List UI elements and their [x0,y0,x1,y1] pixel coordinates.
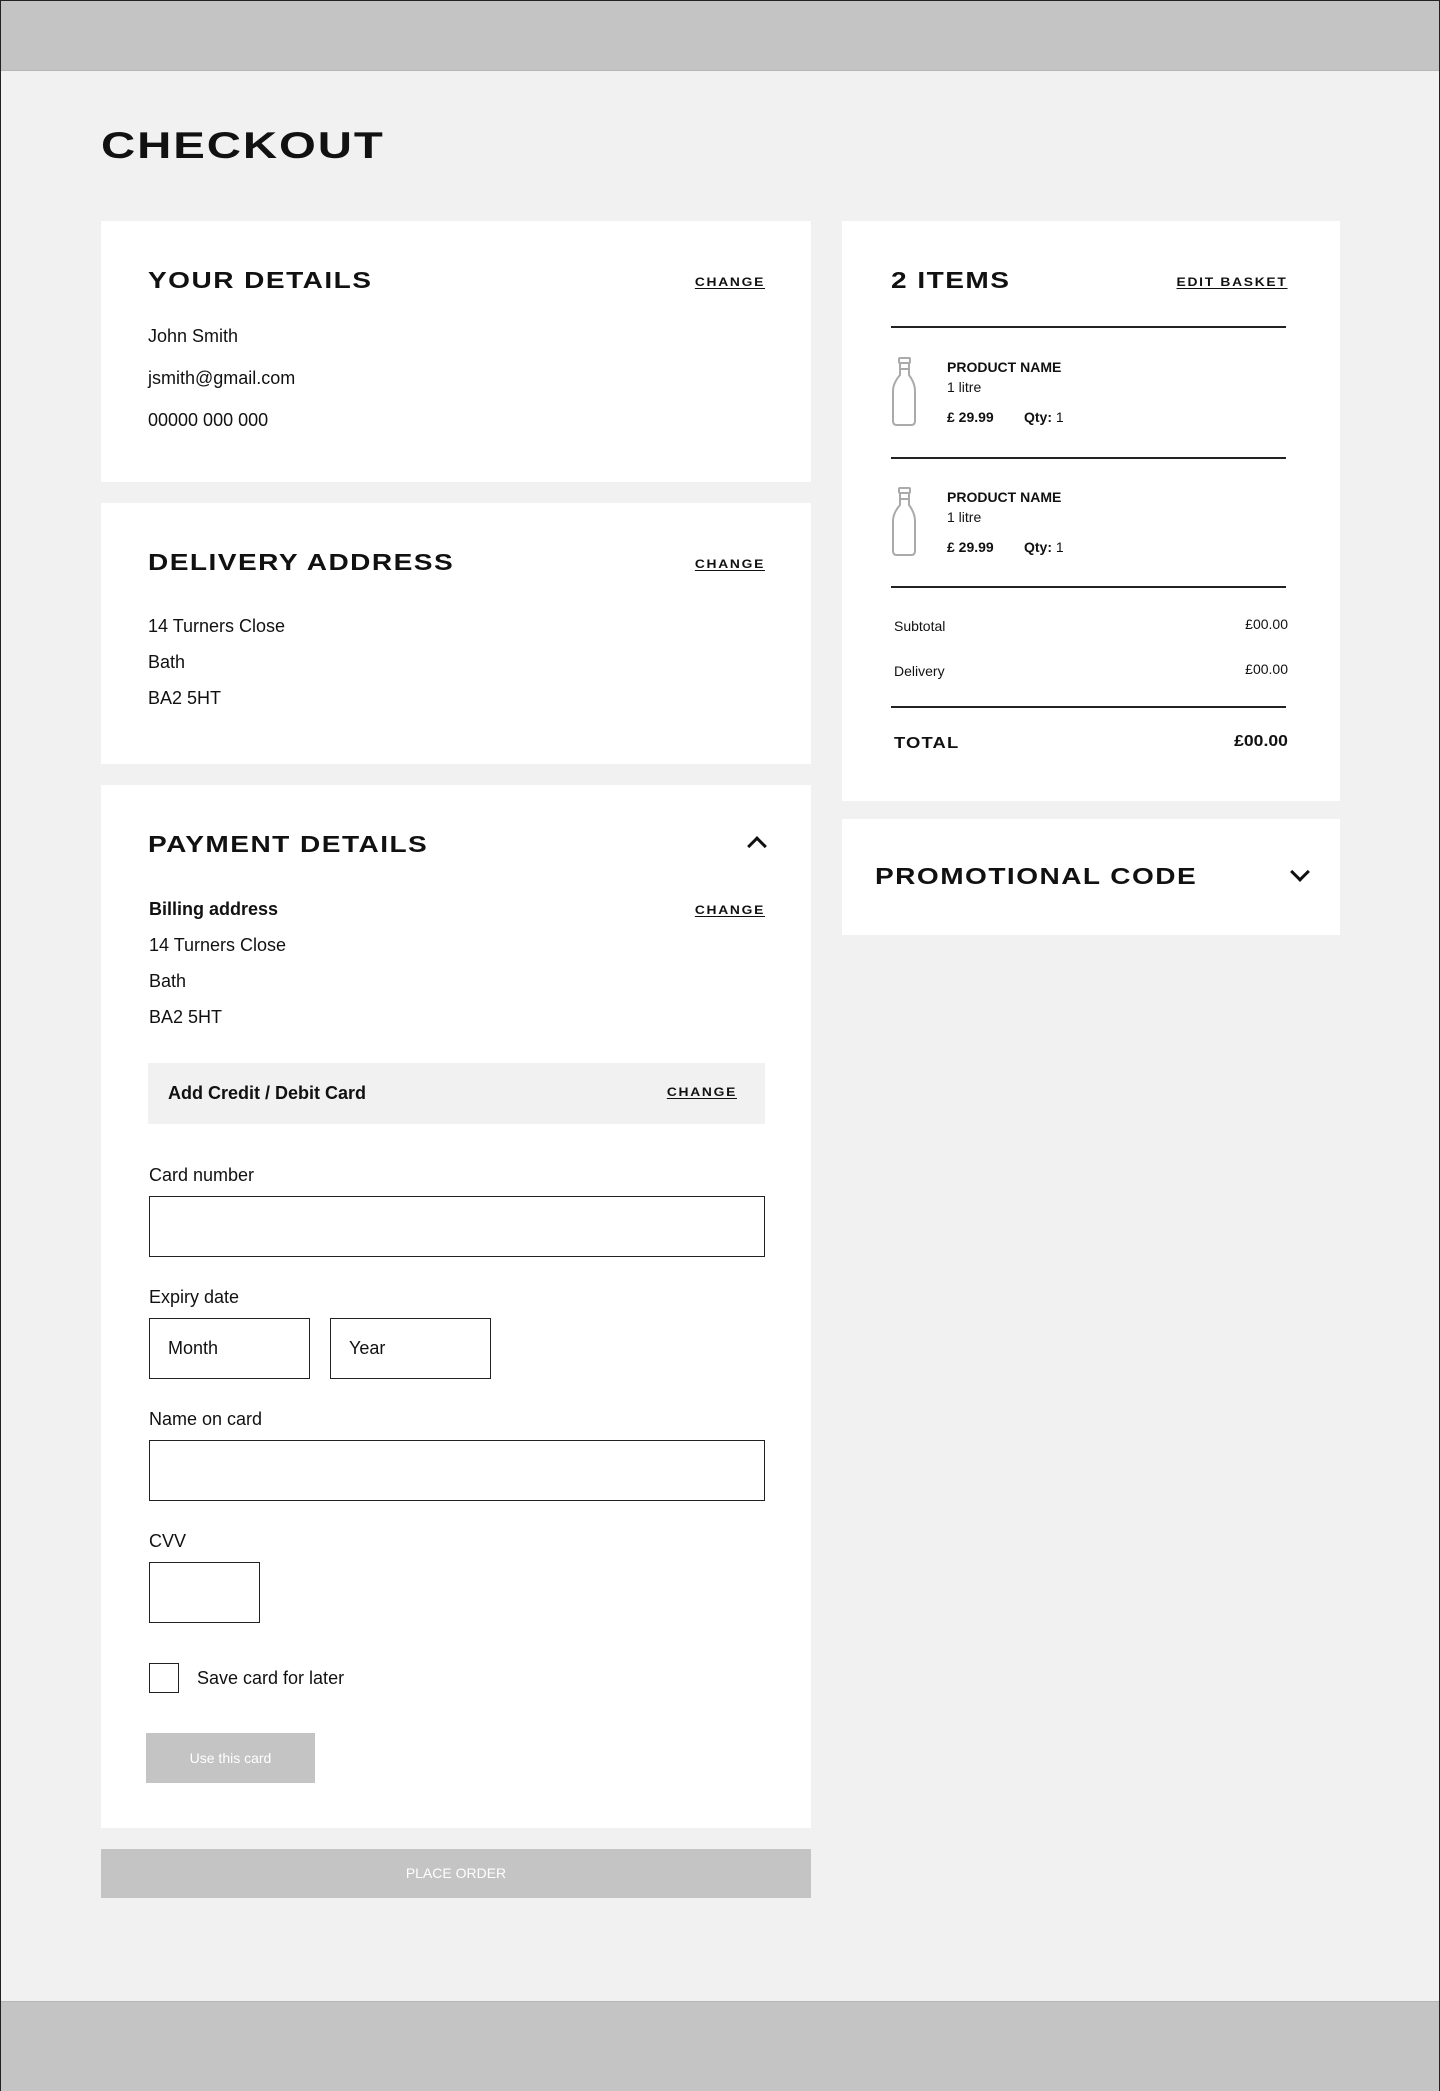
expiry-year-input[interactable] [330,1318,491,1379]
your-details-change-link[interactable]: CHANGE [694,275,765,289]
customer-email: jsmith@gmail.com [148,368,296,388]
divider [891,706,1286,708]
product-price: £ 29.99 [947,409,994,425]
chevron-down-icon[interactable] [1290,862,1310,882]
save-card-label: Save card for later [197,1668,345,1688]
place-order-button[interactable]: PLACE ORDER [101,1849,811,1898]
expiry-date-label: Expiry date [149,1287,240,1307]
bottle-icon [891,357,917,427]
delivery-address-heading: DELIVERY ADDRESS [148,549,455,575]
add-card-section [148,1063,765,1124]
subtotal-label: Subtotal [894,618,946,634]
qty-label: Qty: [1024,409,1052,425]
divider [891,326,1286,328]
subtotal-value: £00.00 [1245,616,1288,632]
qty-value: 1 [1055,409,1064,425]
billing-change-link[interactable]: CHANGE [694,903,765,917]
total-label: TOTAL [894,735,960,752]
delivery-change-link[interactable]: CHANGE [694,557,765,571]
product-qty [1024,539,1064,555]
product-name: PRODUCT NAME [947,489,1062,505]
total-value: £00.00 [1234,733,1288,750]
product-size: 1 litre [947,509,982,525]
product-size: 1 litre [947,379,982,395]
cvv-input[interactable] [149,1562,260,1623]
your-details-heading: YOUR DETAILS [148,267,373,293]
payment-details-card [101,785,811,1828]
billing-line-2: Bath [149,971,187,991]
edit-basket-link[interactable]: EDIT BASKET [1177,275,1288,289]
expiry-month-input[interactable] [149,1318,310,1379]
billing-address-label: Billing address [149,899,279,919]
payment-details-heading: PAYMENT DETAILS [148,831,429,857]
footer-bar [1,2001,1439,2091]
use-this-card-button[interactable]: Use this card [146,1733,315,1783]
divider [891,457,1286,459]
cvv-label: CVV [149,1531,187,1551]
name-on-card-label: Name on card [149,1409,263,1429]
chevron-up-icon[interactable] [747,836,767,856]
add-card-change-link[interactable]: CHANGE [666,1085,737,1099]
divider [891,586,1286,588]
your-details-card [101,221,811,482]
card-number-input[interactable] [149,1196,765,1257]
product-qty [1024,409,1064,425]
customer-phone: 00000 000 000 [148,410,269,430]
card-number-label: Card number [149,1165,255,1185]
basket-item [891,357,1291,437]
customer-name: John Smith [148,326,239,346]
name-on-card-input[interactable] [149,1440,765,1501]
add-card-label: Add Credit / Debit Card [168,1083,367,1103]
delivery-cost-value: £00.00 [1245,661,1288,677]
billing-line-1: 14 Turners Close [149,935,287,955]
delivery-line-3: BA2 5HT [148,688,222,708]
qty-value: 1 [1055,539,1064,555]
delivery-line-1: 14 Turners Close [148,616,286,636]
delivery-cost-label: Delivery [894,663,945,679]
bottle-icon [891,487,917,557]
delivery-address-card [101,503,811,764]
product-price: £ 29.99 [947,539,994,555]
promotional-code-heading: PROMOTIONAL CODE [875,863,1198,889]
promotional-code-card[interactable] [842,819,1340,935]
qty-label: Qty: [1024,539,1052,555]
billing-line-3: BA2 5HT [149,1007,223,1027]
basket-item [891,487,1291,567]
page-title: CHECKOUT [101,125,385,166]
basket-summary-card [842,221,1340,801]
product-name: PRODUCT NAME [947,359,1062,375]
delivery-line-2: Bath [148,652,186,672]
top-header-bar [1,1,1439,71]
save-card-checkbox[interactable] [149,1663,179,1693]
basket-item-count: 2 ITEMS [891,267,1011,293]
